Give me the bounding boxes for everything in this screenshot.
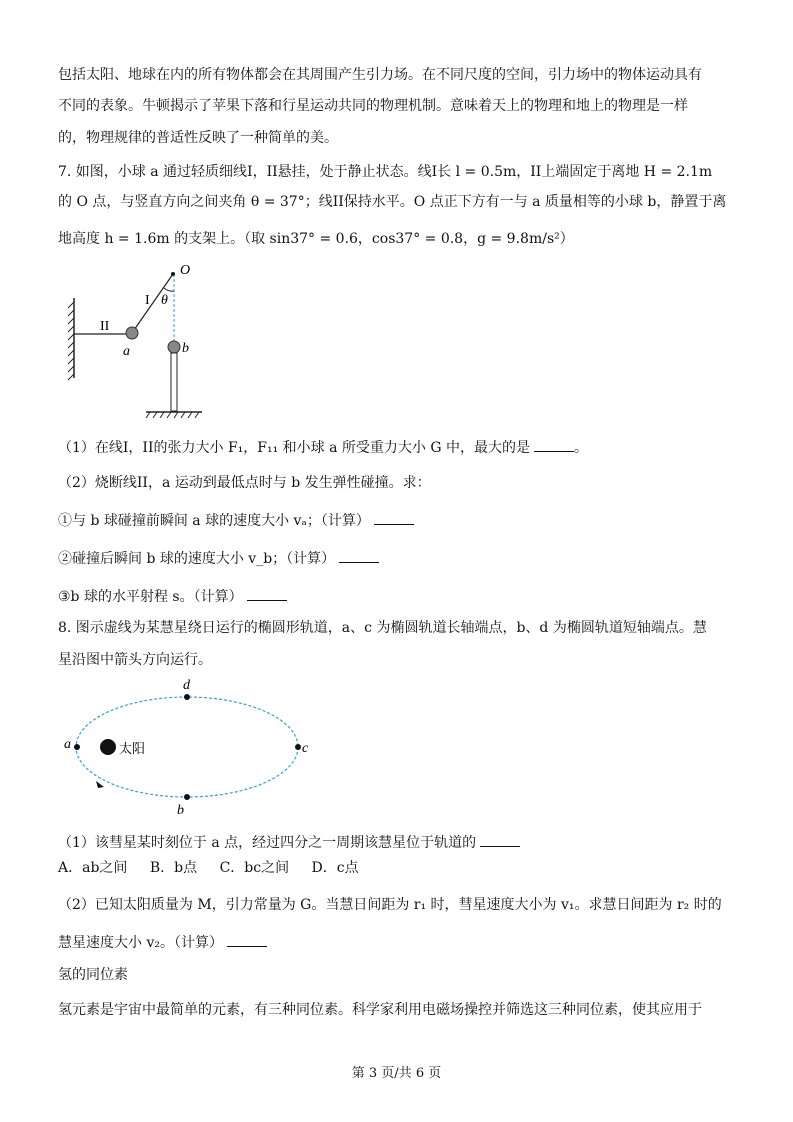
q8-sub2b [58, 932, 267, 953]
q8-sub1-text: （1）该彗星某时刻位于 a 点，经过四分之一周期该慧星位于轨道的 [58, 835, 477, 851]
q7-sub1 [58, 437, 588, 458]
q7-stem: 的 O 点，与竖直方向之间夹角 θ = 37°；线II保持水平。O 点正下方有一与 a 质量相等的小球 b，静置于离 [58, 194, 727, 210]
label-d: d [183, 678, 190, 693]
q8-sub2: （2）已知太阳质量为 M，引力常量为 G。当慧日间距为 r₁ 时，彗星速度大小为 v₁。求慧日间距为 r₂ 时的 [58, 897, 722, 913]
label-c: c [302, 741, 309, 756]
option-a[interactable]: A．ab之间 [58, 860, 128, 876]
page-footer: 第 3 页/共 6 页 [351, 1066, 442, 1081]
label-sun: 太阳 [119, 742, 146, 757]
q8-options [58, 858, 359, 878]
label-II: II [100, 319, 110, 334]
answer-blank[interactable] [534, 437, 574, 452]
label-b: b [177, 803, 184, 817]
answer-blank[interactable] [247, 586, 287, 601]
label-I: I [145, 293, 150, 308]
intro-line: 的，物理规律的普适性反映了一种简单的美。 [58, 130, 338, 146]
q8-stem: 8. 图示虚线为某慧星绕日运行的椭圆形轨道，a、c 为椭圆轨道长轴端点，b、d 为椭圆轨道短轴端点。慧 [58, 620, 707, 636]
answer-blank[interactable] [374, 510, 414, 525]
q8-sub1 [58, 832, 520, 853]
q8-orbit-figure [60, 672, 320, 817]
section-text: 氢元素是宇宙中最简单的元素，有三种同位素。科学家利用电磁场操控并筛选这三种同位素，使其应用于 [58, 1002, 702, 1018]
option-b[interactable]: B．b点 [149, 860, 198, 876]
q7-part2 [58, 548, 379, 569]
label-a: a [64, 737, 71, 752]
q8-sub2b-text: 慧星速度大小 v₂。（计算） [58, 935, 223, 951]
label-b: b [182, 341, 189, 356]
q7-part2-text: ②碰撞后瞬间 b 球的速度大小 v_b；（计算） [58, 551, 336, 567]
option-d[interactable]: D．c点 [311, 860, 359, 876]
q7-stem: 地高度 h = 1.6m 的支架上。（取 sin37° = 0.6，cos37° = 0.8，g = 9.8m/s²） [58, 231, 574, 247]
q7-sub1-end: 。 [574, 440, 588, 456]
label-O: O [180, 263, 191, 278]
q7-part1-text: ①与 b 球碰撞前瞬间 a 球的速度大小 vₐ；（计算） [58, 513, 370, 529]
q8-stem: 星沿图中箭头方向运行。 [58, 652, 212, 668]
answer-blank[interactable] [227, 932, 267, 947]
q7-part3-text: ③b 球的水平射程 s。（计算） [58, 589, 243, 605]
q7-part3 [58, 586, 287, 607]
label-theta: θ [161, 293, 168, 308]
q7-part1 [58, 510, 414, 531]
q7-figure [60, 258, 220, 418]
label-a: a [123, 344, 130, 359]
option-c[interactable]: C．bc之间 [219, 860, 290, 876]
answer-blank[interactable] [480, 832, 520, 847]
section-title: 氢的同位素 [58, 967, 128, 983]
intro-line: 包括太阳、地球在内的所有物体都会在其周围产生引力场。在不同尺度的空间，引力场中的物体运动具有 [58, 67, 702, 83]
q7-sub1-text: （1）在线I，II的张力大小 F₁，F₁₁ 和小球 a 所受重力大小 G 中，最大的是 [58, 440, 530, 456]
q7-stem: 7. 如图，小球 a 通过轻质细线I，II悬挂，处于静止状态。线I长 l = 0.5m，II上端固定于离地 H = 2.1m [58, 164, 713, 180]
intro-line: 不同的表象。牛顿揭示了苹果下落和行星运动共同的物理机制。意味着天上的物理和地上的物理是一样 [58, 98, 688, 114]
q7-sub2: （2）烧断线II，a 运动到最低点时与 b 发生弹性碰撞。求： [58, 475, 431, 491]
answer-blank[interactable] [339, 548, 379, 563]
